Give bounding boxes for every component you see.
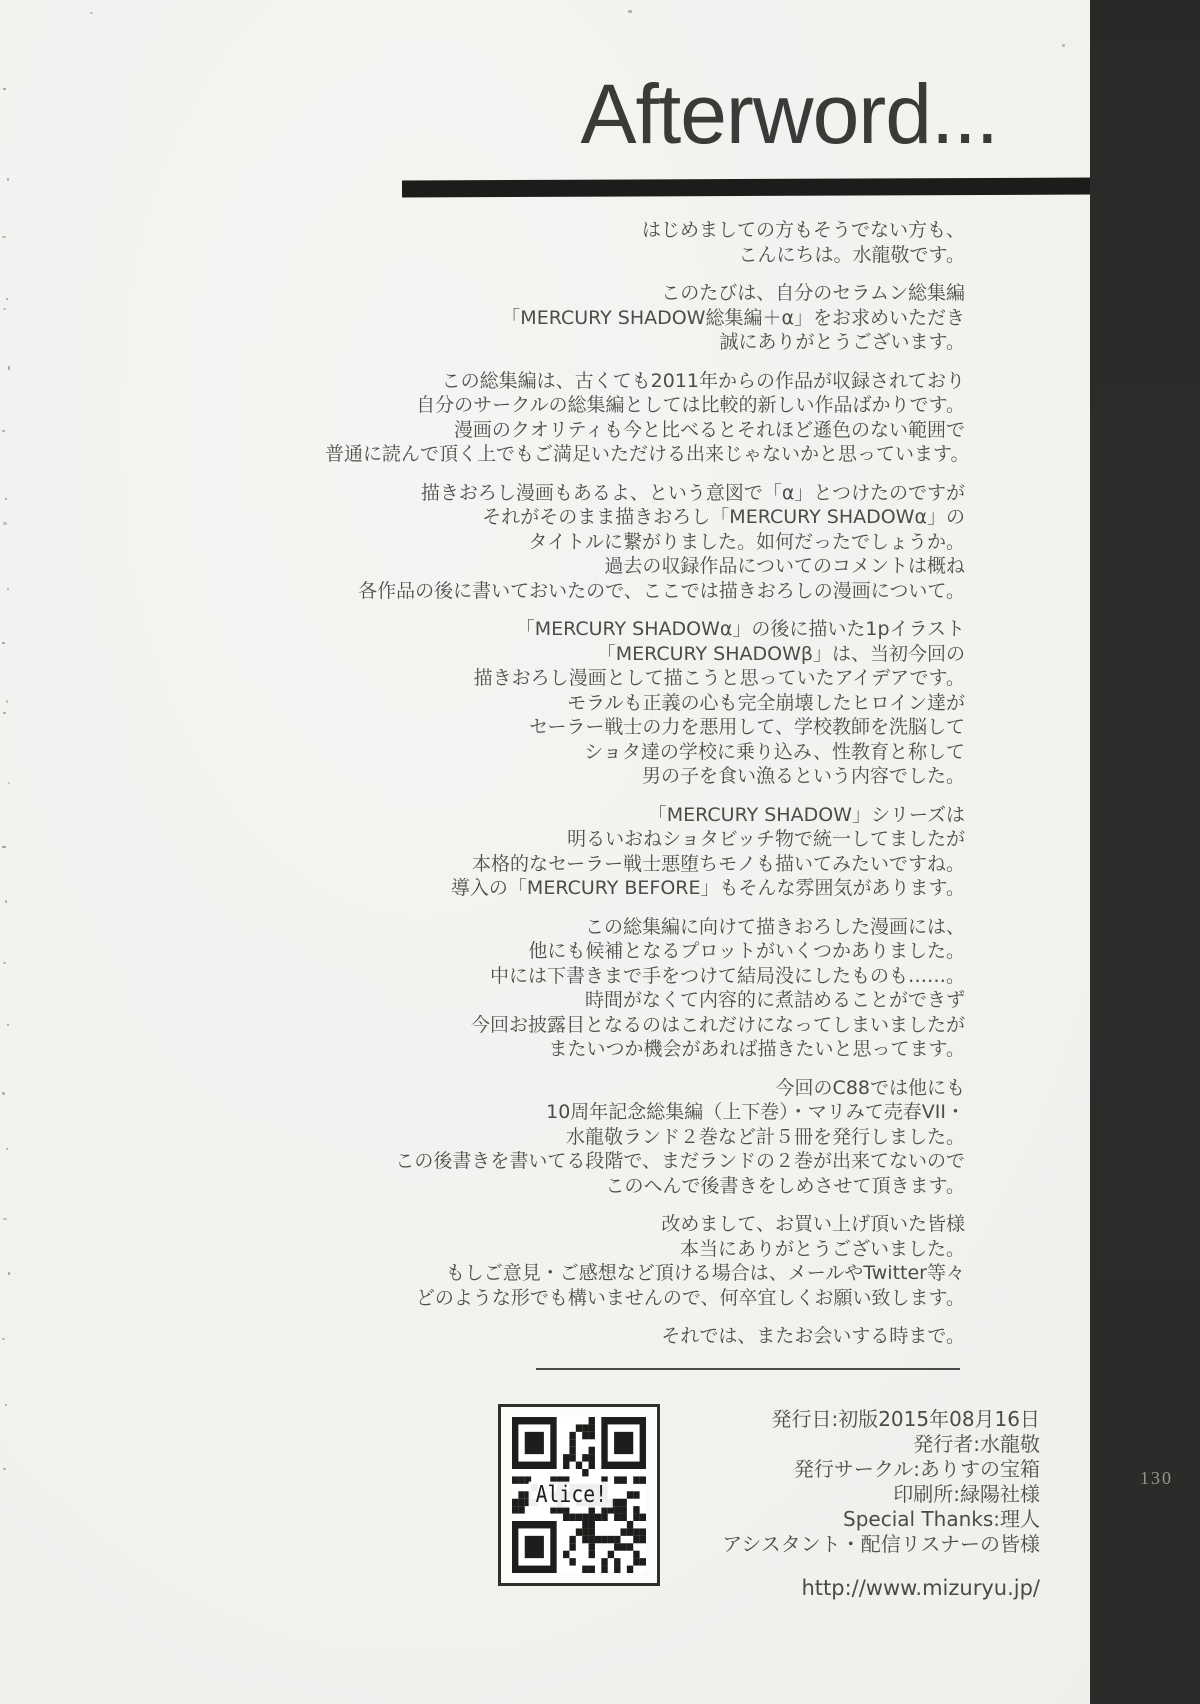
paragraph (325, 281, 965, 355)
paragraph-line: 他にも候補となるプロットがいくつかありました。 (528, 940, 965, 962)
paragraph-line: 水龍敬ランド２巻など計５冊を発行しました。 (565, 1125, 965, 1148)
colophon-line: 印刷所:緑陽社様 (893, 1482, 1040, 1506)
paragraph-line: セーラー戦士の力を悪用して、学校教師を洗脳して (529, 716, 965, 738)
paragraph-line: またいつか機会があれば描きたいと思ってます。 (548, 1038, 965, 1060)
dust-speck (6, 700, 8, 703)
paragraph-line: 「MERCURY SHADOWα」の後に描いた1pイラスト (515, 618, 965, 640)
paragraph-line: 自分のサークルの総集編としては比較的新しい作品ばかりです。 (416, 394, 965, 416)
qr-label: Alice! (535, 1481, 608, 1509)
dust-speck (5, 498, 7, 500)
paragraph-line: 改めまして、お買い上げ頂いた皆様 (661, 1213, 965, 1235)
paragraph (325, 1212, 965, 1310)
paragraph (325, 617, 965, 789)
dust-speck (3, 1218, 7, 1220)
dust-speck (6, 298, 8, 300)
qr-code (498, 1404, 660, 1586)
dust-speck (90, 12, 93, 14)
paragraph-line: 「MERCURY SHADOWβ」は、当初今回の (596, 642, 965, 665)
dust-speck (7, 588, 9, 590)
page-edge-dark-column (1090, 0, 1200, 1704)
paragraph-line: 今回のC88では他にも (775, 1076, 965, 1099)
paragraph-line: このたびは、自分のセラムン総集編 (661, 282, 965, 304)
dust-speck (5, 1404, 7, 1406)
dust-speck (2, 846, 6, 848)
colophon-line: Special Thanks:理人 (843, 1507, 1040, 1531)
colophon-line: 発行サークル:ありすの宝箱 (793, 1457, 1040, 1481)
paragraph-line: 過去の収録作品についてのコメントは概ね (604, 555, 965, 577)
paragraph-line: ショタ達の学校に乗り込み、性教育と称して (584, 740, 965, 763)
paragraph-line: 各作品の後に書いておいたので、ここでは描きおろしの漫画について。 (358, 579, 965, 602)
paragraph-line: 導入の「MERCURY BEFORE」もそんな雰囲気があります。 (450, 877, 965, 899)
paragraph-line: 描きおろし漫画もあるよ、という意図で「α」とつけたのですが (420, 481, 965, 504)
paragraph-line: 明るいおねショタビッチ物で統一してましたが (567, 828, 965, 850)
page-title: Afterword... (580, 67, 998, 161)
dust-speck (628, 10, 632, 13)
title-underline-bar (402, 177, 1092, 197)
dust-speck (2, 642, 5, 644)
paragraph (325, 803, 965, 901)
paragraph-line: 今回お披露目となるのはこれだけになってしまいましたが (470, 1013, 965, 1036)
dust-speck (1062, 44, 1065, 47)
dust-speck (7, 178, 9, 181)
dust-speck (3, 522, 7, 525)
paragraph-line: モラルも正義の心も完全崩壊したヒロイン達が (567, 691, 965, 714)
paragraph (325, 218, 965, 267)
page-number: 130 (1140, 1468, 1173, 1488)
paragraph-line: この後書きを書いてる段階で、まだランドの２巻が出来てないので (395, 1150, 965, 1172)
paragraph-line: 時間がなくて内容的に煮詰めることができず (584, 989, 965, 1011)
afterword-body (325, 218, 970, 1363)
paragraph-line: もしご意見・ご感想など頂ける場合は、メールやTwitter等々 (445, 1262, 965, 1284)
paragraph (325, 915, 965, 1062)
paragraph-line: それがそのまま描きおろし「MERCURY SHADOWα」の (482, 506, 965, 528)
colophon-line: アシスタント・配信リスナーの皆様 (722, 1532, 1040, 1556)
paragraph-line: はじめましての方もそうでない方も、 (641, 219, 965, 241)
dust-speck (3, 88, 6, 90)
qr-code-image (512, 1417, 646, 1573)
paragraph-line: このへんで後書きをしめさせて頂きます。 (605, 1174, 965, 1197)
paragraph-line: 中には下書きまで手をつけて結局没にしたものも……。 (489, 964, 965, 987)
paragraph-line: それでは、またお会いする時まで。 (661, 1325, 965, 1347)
dust-speck (3, 1468, 6, 1470)
paragraph-line: 普通に読んで頂く上でもご満足いただける出来じゃないかと思っています。 (325, 443, 970, 465)
website-url: http://www.mizuryu.jp/ (801, 1576, 1040, 1600)
paragraph-line: 本格的なセーラー戦士悪堕ちモノも描いてみたいですね。 (471, 852, 965, 875)
dust-speck (7, 1024, 9, 1026)
paragraph-line: こんにちは。水龍敬です。 (738, 243, 965, 266)
paragraph-line: 「MERCURY SHADOW」シリーズは (647, 803, 965, 826)
dust-speck (3, 308, 6, 310)
colophon-line: 発行者:水龍敬 (913, 1432, 1040, 1456)
dust-speck (2, 236, 6, 238)
dust-speck (8, 1272, 10, 1275)
dust-speck (3, 712, 6, 714)
dust-speck (2, 430, 5, 432)
paragraph (325, 1076, 965, 1199)
paragraph (325, 481, 965, 604)
colophon-divider-line (536, 1368, 960, 1370)
dust-speck (5, 900, 7, 903)
colophon-lines (722, 1407, 1040, 1557)
colophon (722, 1407, 1040, 1601)
colophon-line: 発行日:初版2015年08月16日 (771, 1407, 1040, 1431)
paragraph-line: 「MERCURY SHADOW総集編＋α」をお求めいただき (501, 306, 965, 329)
paragraph-line: この総集編は、古くても2011年からの作品が収録されており (441, 369, 965, 392)
dust-speck (3, 962, 6, 964)
dust-speck (8, 782, 10, 784)
paragraph-line: 描きおろし漫画として描こうと思っていたアイデアです。 (473, 667, 965, 689)
paragraph-line: どのような形でも構いませんので、何卒宜しくお願い致します。 (415, 1286, 965, 1309)
dust-speck (2, 1092, 5, 1095)
paragraph-line: 男の子を食い漁るという内容でした。 (641, 765, 965, 787)
paragraph (325, 1324, 965, 1349)
paragraph-line: この総集編に向けて描きおろした漫画には、 (584, 915, 965, 938)
paragraph (325, 369, 970, 467)
dust-speck (8, 366, 10, 370)
paragraph-line: 本当にありがとうございました。 (679, 1237, 965, 1260)
paragraph-line: タイトルに繋がりました。如何だったでしょうか。 (528, 530, 965, 553)
paragraph-line: 誠にありがとうございます。 (719, 331, 965, 353)
paragraph-line: 漫画のクオリティも今と比べるとそれほど遜色のない範囲で (453, 418, 965, 441)
dust-speck (2, 1338, 5, 1340)
paragraph-line: 10周年記念総集編（上下巻）・マリみて売春VII・ (546, 1101, 965, 1123)
dust-speck (6, 1148, 8, 1150)
